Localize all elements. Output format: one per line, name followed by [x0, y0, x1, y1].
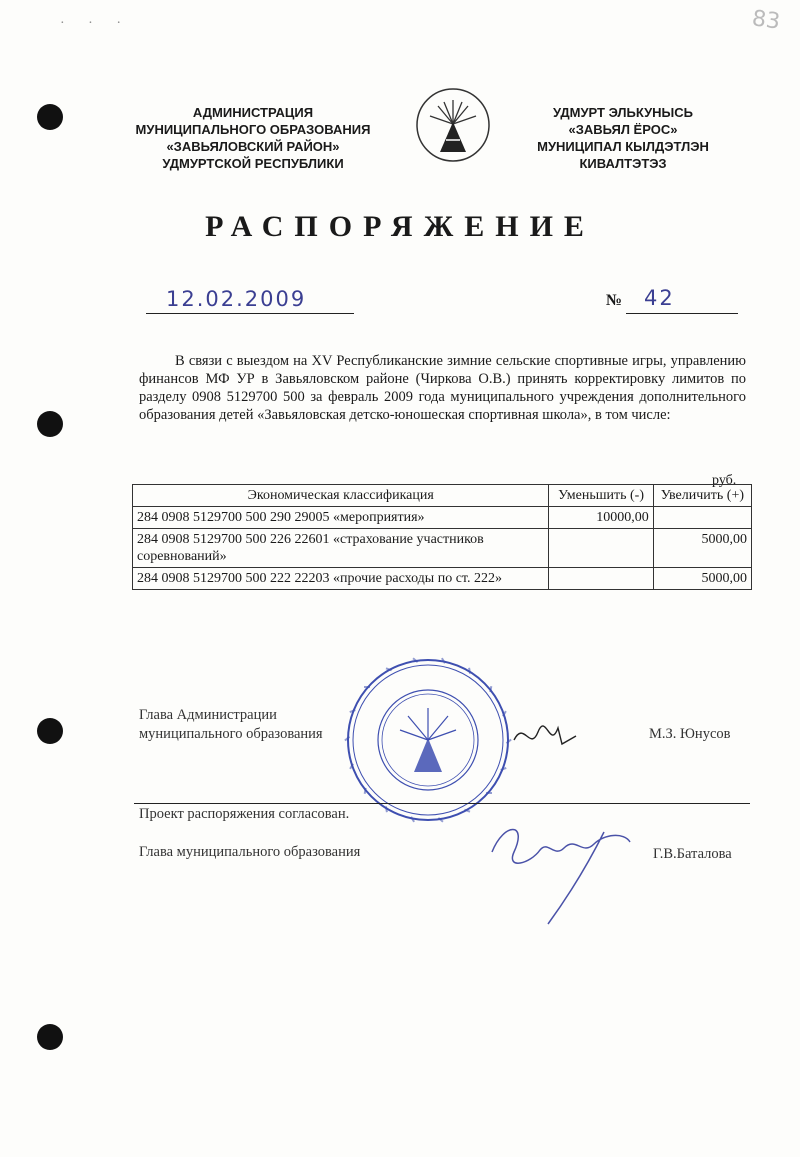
signature-mark: [510, 710, 580, 760]
official-seal: [344, 656, 512, 824]
classification-cell: 284 0908 5129700 500 222 22203 «прочие расходы по ст. 222»: [133, 568, 549, 590]
document-date: 12.02.2009: [166, 287, 307, 311]
number-underline: [626, 313, 738, 314]
increase-cell: 5000,00: [653, 529, 751, 568]
decrease-cell: [549, 568, 653, 590]
date-underline: [146, 313, 354, 314]
column-header: Уменьшить (-): [549, 485, 653, 507]
table-header-row: [133, 485, 752, 507]
divider-line: [134, 803, 750, 804]
limits-table: [132, 484, 752, 590]
header-left: [118, 104, 388, 172]
column-header: Увеличить (+): [653, 485, 751, 507]
header-right-line: «ЗАВЬЯЛ ЁРОС»: [568, 122, 678, 137]
table-row: [133, 568, 752, 590]
role-line: Глава Администрации: [139, 707, 277, 723]
decrease-cell: [549, 529, 653, 568]
header-right: [518, 104, 728, 172]
signatory1-name: М.З. Юнусов: [649, 726, 731, 742]
signatory2-name: Г.В.Баталова: [653, 846, 732, 862]
punch-hole: [37, 718, 63, 744]
decrease-cell: 10000,00: [549, 507, 653, 529]
approval-note: Проект распоряжения согласован.: [139, 806, 350, 822]
body-text: [139, 352, 746, 424]
header-left-line: АДМИНИСТРАЦИЯ: [192, 105, 314, 120]
table-row: [133, 507, 752, 529]
role-line: муниципального образования: [139, 726, 323, 742]
increase-cell: 5000,00: [653, 568, 751, 590]
column-header: Экономическая классификация: [133, 485, 549, 507]
header-right-line: УДМУРТ ЭЛЬКУНЫСЬ: [552, 105, 694, 120]
body-paragraph: В связи с выездом на XV Республиканские зимние сельские спортивные игры, управлению финансов МФ УР в Завьяловском районе (Чиркова О.В.) принять корректировку лимитов по разделу 0908 5129700 500 за февраль 2009 года муниципального учреждения дополнительного образования детей «Завьяловская детско-юношеская спортивная школа», в том числе:: [139, 353, 746, 423]
classification-cell: 284 0908 5129700 500 226 22601 «страхование участников соревнований»: [133, 529, 549, 568]
scan-specks: · · ·: [60, 16, 131, 31]
document-number: 42: [644, 286, 675, 310]
signatory2-role: Глава муниципального образования: [139, 844, 361, 860]
signatory1-role: [139, 706, 323, 744]
header-right-line: МУНИЦИПАЛ КЫЛДЭТЛЭН: [537, 139, 709, 154]
currency-unit: руб.: [712, 473, 737, 488]
signature-mark: [484, 812, 634, 930]
header-right-line: КИВАЛТЭТЭЗ: [579, 156, 667, 171]
header-left-line: УДМУРТСКОЙ РЕСПУБЛИКИ: [162, 156, 344, 171]
punch-hole: [37, 1024, 63, 1050]
page-number: 83: [750, 6, 782, 35]
emblem-icon: [414, 86, 492, 164]
punch-hole: [37, 104, 63, 130]
document-title: РАСПОРЯЖЕНИЕ: [205, 210, 595, 243]
classification-cell: 284 0908 5129700 500 290 29005 «мероприятия»: [133, 507, 549, 529]
header-left-line: МУНИЦИПАЛЬНОГО ОБРАЗОВАНИЯ: [135, 122, 371, 137]
header-left-line: «ЗАВЬЯЛОВСКИЙ РАЙОН»: [166, 139, 340, 154]
number-label: №: [606, 292, 623, 309]
table-row: [133, 529, 752, 568]
punch-hole: [37, 411, 63, 437]
increase-cell: [653, 507, 751, 529]
